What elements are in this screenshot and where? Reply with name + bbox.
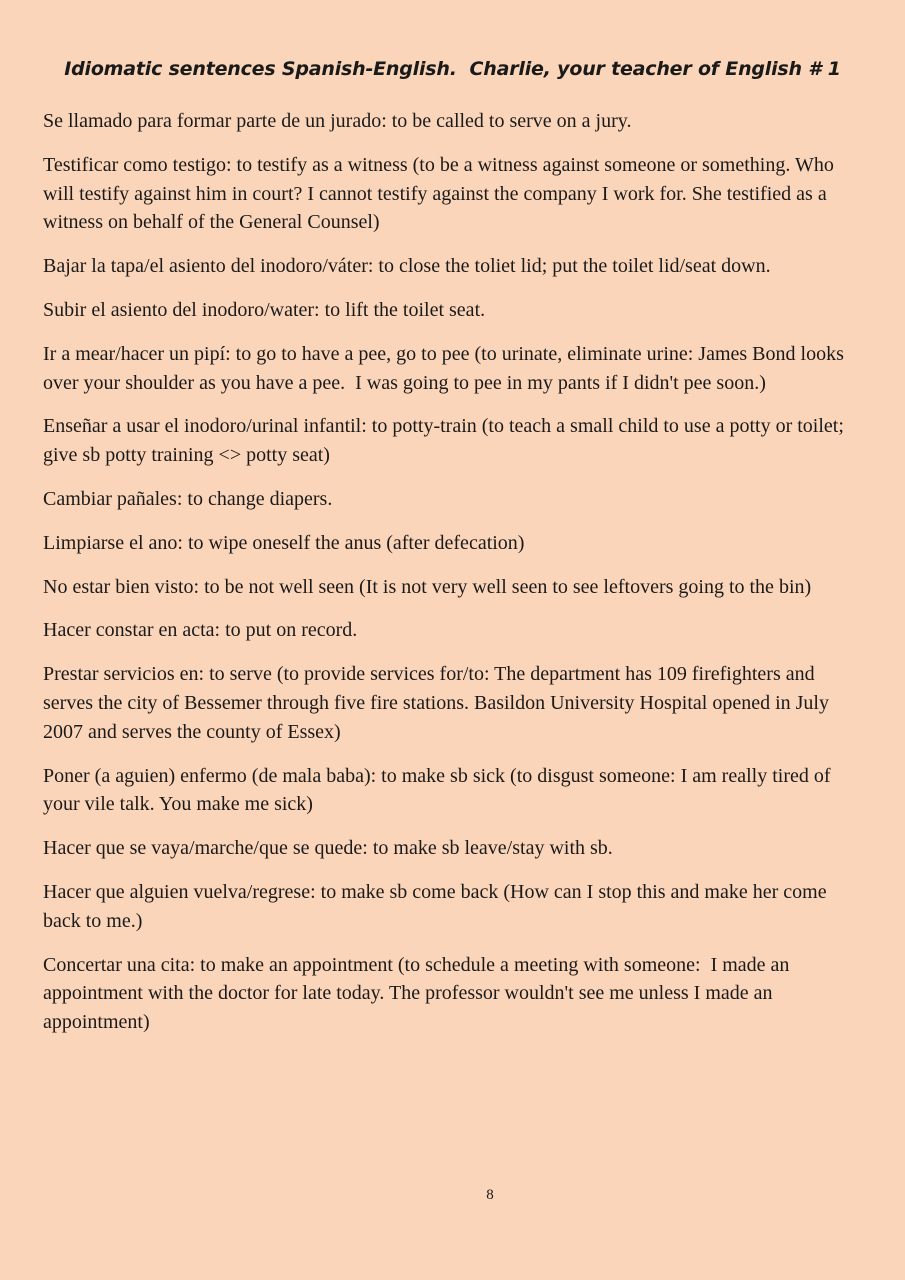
entry-paragraph: Hacer que se vaya/marche/que se quede: to make sb leave/stay with sb.: [43, 837, 613, 860]
entry-paragraph: Concertar una cita: to make an appointment (to schedule a meeting with someone: I made an appointment with the doctor for late today. The professor wouldn't see me unless I made an appointment): [43, 953, 795, 1034]
entry-paragraph: Bajar la tapa/el asiento del inodoro/váter: to close the toliet lid; put the toilet lid/seat down.: [43, 255, 771, 278]
entry-paragraph: Testificar como testigo: to testify as a witness (to be a witness against someone or something. Who will testify against him in court? I cannot testify against the company I work for. She testified as a witness on behalf of the General Counsel): [43, 153, 839, 234]
entries-list: [43, 107, 863, 1052]
entry-paragraph: No estar bien visto: to be not well seen (It is not very well seen to see leftovers going to the bin): [43, 575, 812, 598]
entry-paragraph: Poner (a aguien) enfermo (de mala baba): to make sb sick (to disgust someone: I am really tired of your vile talk. You make me sick): [43, 764, 836, 816]
entry-paragraph: Hacer constar en acta: to put on record.: [43, 619, 358, 642]
entry-paragraph: Enseñar a usar el inodoro/urinal infantil: to potty-train (to teach a small child to use a potty or toilet; give sb potty training <> potty seat): [43, 415, 849, 467]
document-title: Idiomatic sentences Spanish-English. Charlie, your teacher of English # 1: [64, 58, 841, 80]
entry-paragraph: Prestar servicios en: to serve (to provide services for/to: The department has 109 firefighters and serves the city of Bessemer through five fire stations. Basildon University Hospital opened in July 2007 and serves the county of Essex): [43, 663, 834, 743]
entry-paragraph: Ir a mear/hacer un pipí: to go to have a pee, go to pee (to urinate, eliminate urine: James Bond looks over your shoulder as you have a pee. I was going to pee in my pants if I didn't pee soon.): [43, 342, 849, 394]
page-number: 8: [486, 1187, 494, 1203]
entry-paragraph: Limpiarse el ano: to wipe oneself the anus (after defecation): [43, 531, 525, 554]
entry-paragraph: Subir el asiento del inodoro/water: to lift the toilet seat.: [43, 298, 486, 321]
entry-paragraph: Se llamado para formar parte de un jurado: to be called to serve on a jury.: [43, 110, 632, 132]
entry-paragraph: Hacer que alguien vuelva/regrese: to make sb come back (How can I stop this and make her come back to me.): [43, 880, 832, 932]
entry-paragraph: Cambiar pañales: to change diapers.: [43, 487, 333, 510]
